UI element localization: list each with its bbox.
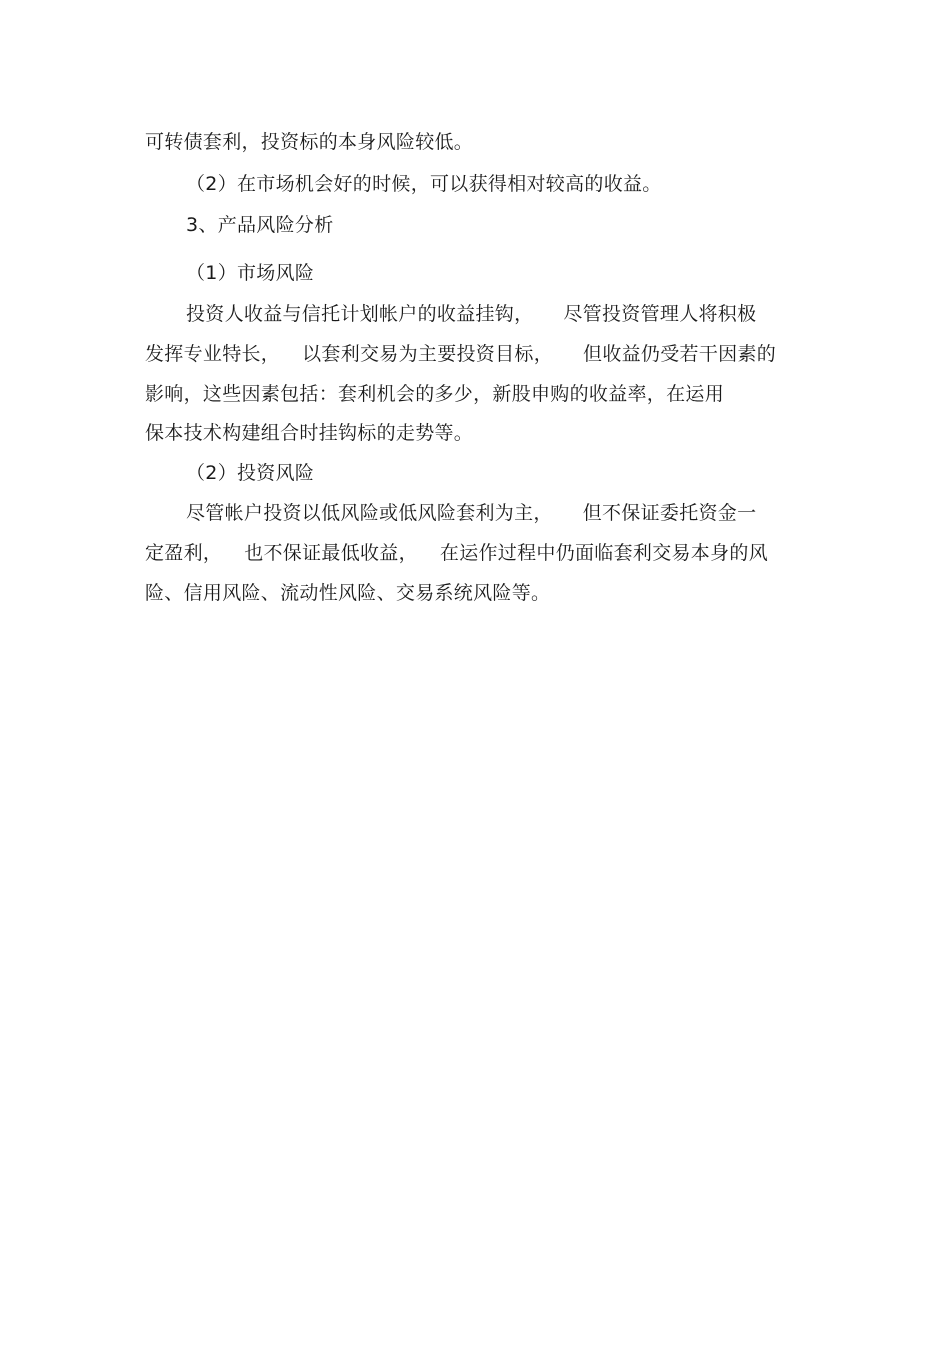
text-segment: 也不保证最低收益， — [244, 542, 418, 564]
text-segment: 以套利交易为主要投资目标， — [302, 343, 554, 365]
subheading-investment-risk: （2）投资风险 — [186, 462, 315, 484]
paragraph-line: 保本技术构建组合时挂钩标的走势等。 — [145, 422, 474, 444]
paragraph-line — [145, 541, 768, 565]
text-segment: 投资人收益与信托计划帐户的收益挂钩， — [186, 303, 534, 325]
paragraph-line — [145, 342, 776, 366]
paragraph-line — [186, 302, 756, 326]
paragraph-line: 影响，这些因素包括：套利机会的多少，新股申购的收益率，在运用 — [145, 383, 725, 405]
text-segment: 在运作过程中仍面临套利交易本身的风 — [439, 542, 769, 564]
list-item-market-opportunity: （2）在市场机会好的时候，可以获得相对较高的收益。 — [186, 173, 662, 195]
subheading-market-risk: （1）市场风险 — [186, 262, 315, 284]
text-segment: 尽管帐户投资以低风险或低风险套利为主， — [186, 502, 553, 524]
text-segment: 定盈利， — [145, 542, 223, 564]
text-segment: 但不保证委托资金一 — [582, 502, 757, 524]
text-segment: 但收益仍受若干因素的 — [583, 343, 777, 365]
text-segment: 发挥专业特长， — [145, 343, 281, 365]
paragraph-line: 险、信用风险、流动性风险、交易系统风险等。 — [145, 582, 551, 604]
paragraph-line: 可转债套利，投资标的本身风险较低。 — [145, 131, 474, 153]
text-segment: 尽管投资管理人将积极 — [563, 303, 757, 325]
paragraph-line — [186, 501, 756, 525]
section-heading-product-risk: 3、产品风险分析 — [186, 214, 334, 236]
